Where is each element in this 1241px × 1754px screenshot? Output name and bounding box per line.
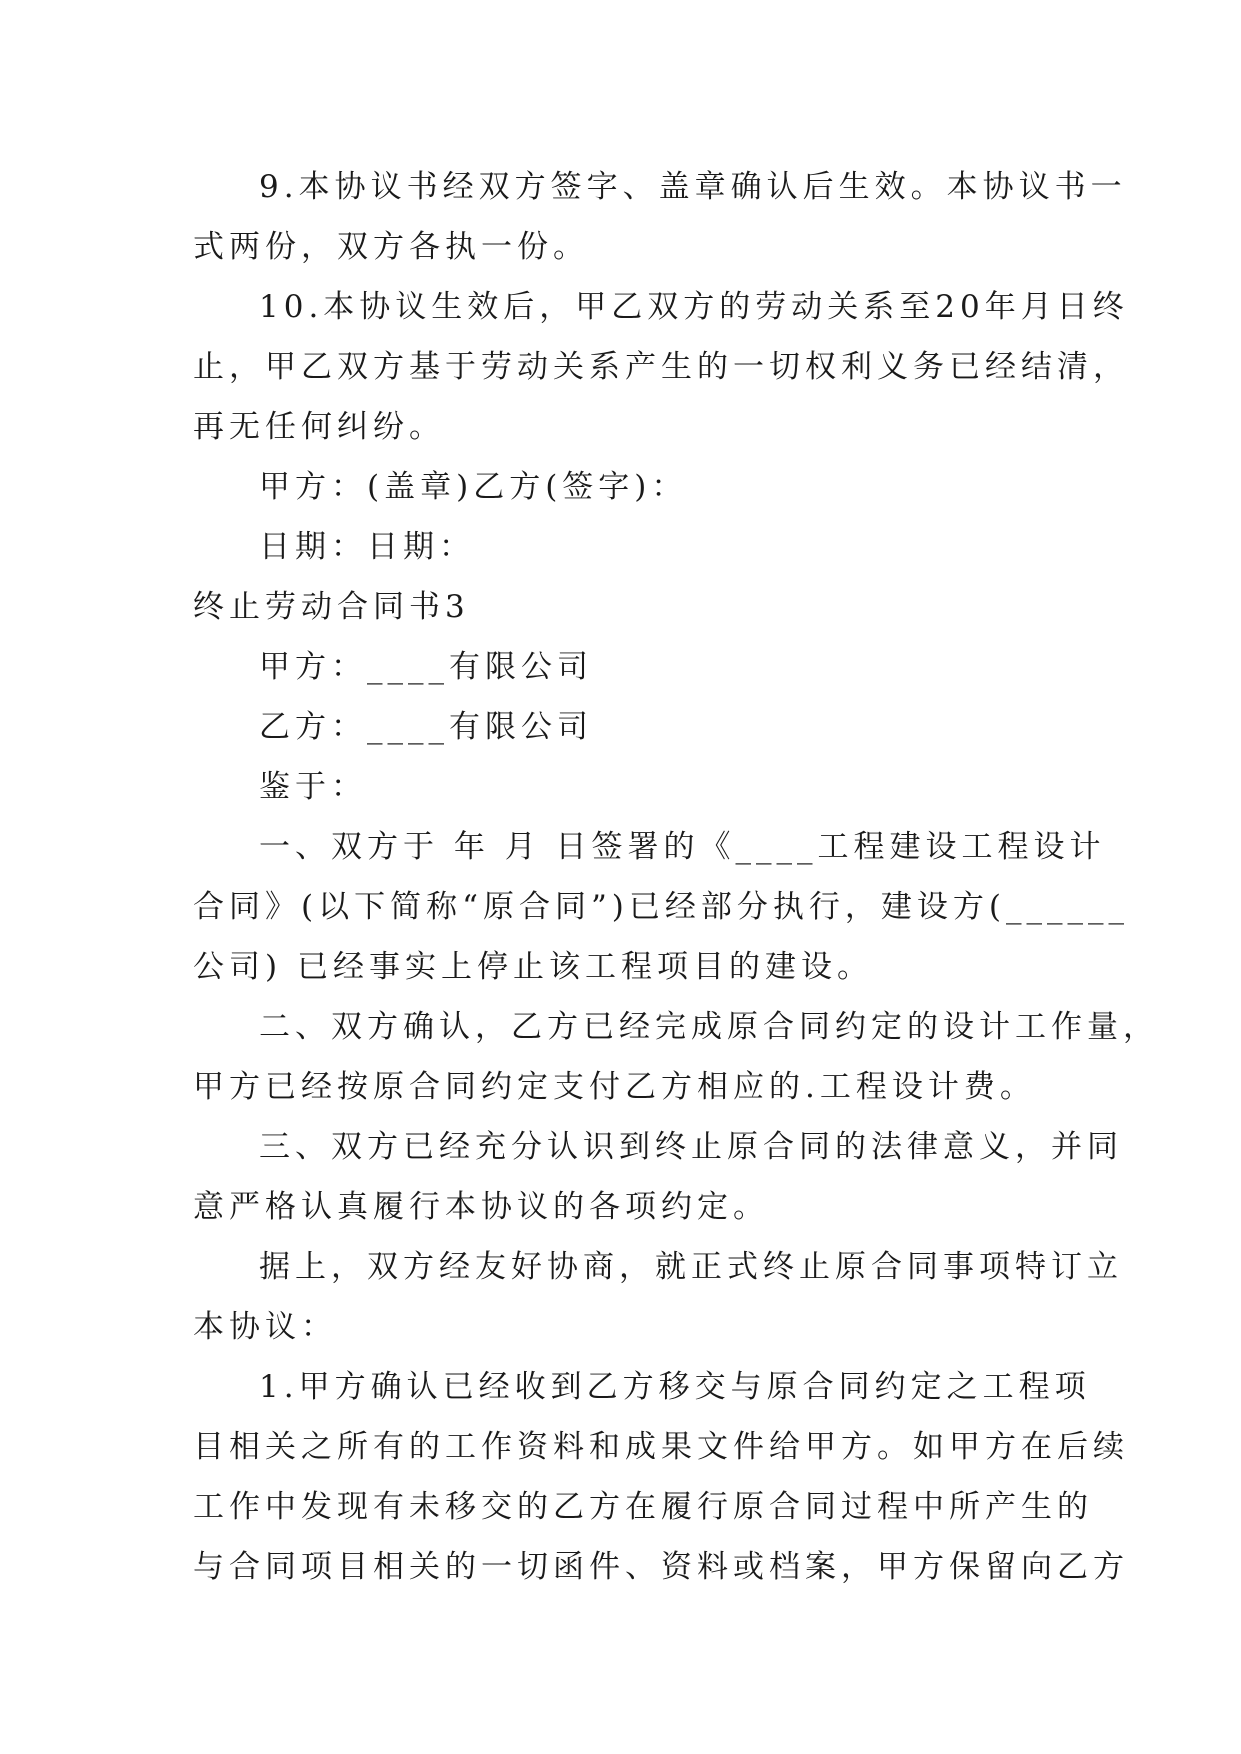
paragraph-line: 目相关之所有的工作资料和成果文件给甲方。如甲方在后续 bbox=[193, 1429, 1129, 1465]
paragraph-line: 9.本协议书经双方签字、盖章确认后生效。本协议书一 bbox=[259, 169, 1127, 205]
paragraph-line: 本协议： bbox=[193, 1309, 337, 1345]
paragraph-line: 再无任何纠纷。 bbox=[193, 409, 445, 445]
paragraph-line: 10.本协议生效后，甲乙双方的劳动关系至20年月日终 bbox=[259, 289, 1129, 325]
paragraph-line: 与合同项目相关的一切函件、资料或档案，甲方保留向乙方 bbox=[193, 1549, 1129, 1585]
paragraph-line: 合同》(以下简称“原合同”)已经部分执行，建设方(______ bbox=[193, 889, 1129, 925]
paragraph-line: 工作中发现有未移交的乙方在履行原合同过程中所产生的 bbox=[193, 1489, 1093, 1525]
paragraph-line: 三、双方已经充分认识到终止原合同的法律意义，并同 bbox=[259, 1129, 1123, 1165]
party-b-line: 乙方：____有限公司 bbox=[259, 709, 593, 745]
section-title: 终止劳动合同书3 bbox=[193, 589, 470, 625]
party-a-line: 甲方：____有限公司 bbox=[259, 649, 593, 685]
paragraph-line: 甲方已经按原合同约定支付乙方相应的.工程设计费。 bbox=[193, 1069, 1036, 1105]
paragraph-line: 一、双方于 年 月 日签署的《____工程建设工程设计 bbox=[259, 829, 1106, 865]
paragraph-line: 二、双方确认，乙方已经完成原合同约定的设计工作量， bbox=[259, 1009, 1159, 1045]
document-page bbox=[193, 157, 1159, 1597]
paragraph-line: 据上，双方经友好协商，就正式终止原合同事项特订立 bbox=[259, 1249, 1123, 1285]
paragraph-line: 1.甲方确认已经收到乙方移交与原合同约定之工程项 bbox=[259, 1369, 1091, 1405]
paragraph-line: 意严格认真履行本协议的各项约定。 bbox=[193, 1189, 769, 1225]
paragraph-line: 止，甲乙双方基于劳动关系产生的一切权利义务已经结清， bbox=[193, 349, 1129, 385]
paragraph-line: 公司) 已经事实上停止该工程项目的建设。 bbox=[193, 949, 873, 985]
paragraph-line: 式两份，双方各执一份。 bbox=[193, 229, 589, 265]
signature-line: 甲方：(盖章)乙方(签字)： bbox=[259, 469, 688, 505]
whereas-heading: 鉴于： bbox=[259, 769, 367, 805]
date-line: 日期：日期： bbox=[259, 529, 475, 565]
